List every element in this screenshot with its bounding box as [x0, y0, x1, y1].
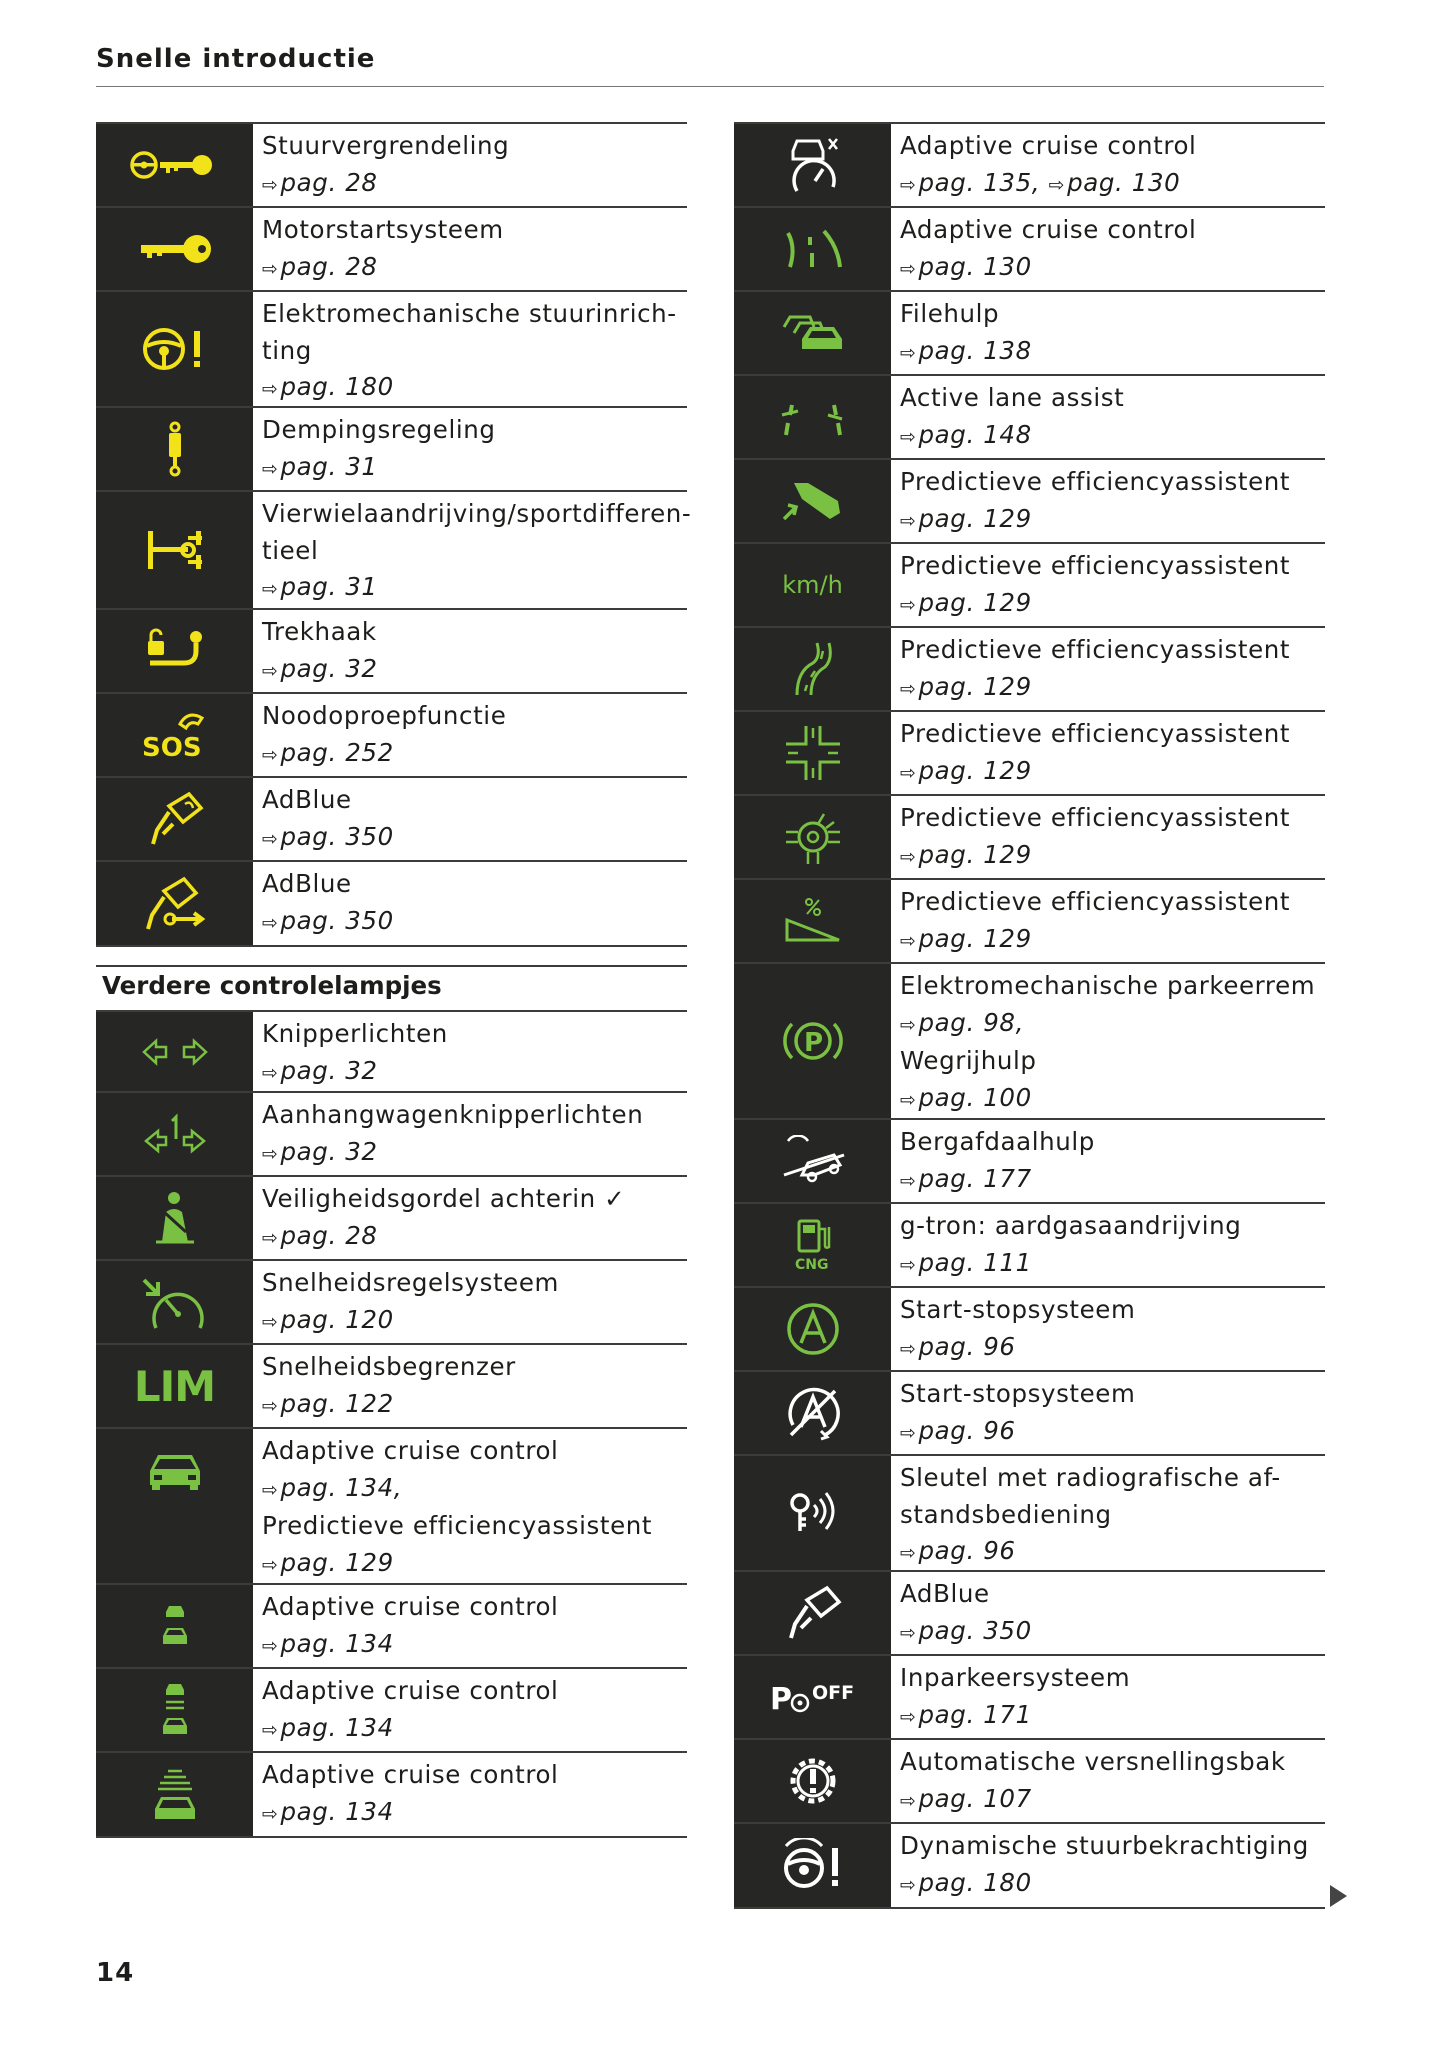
slope-icon — [734, 880, 891, 962]
row-label: Stuurvergrendeling — [262, 131, 510, 160]
page-ref-link[interactable]: ⇨pag. 135, — [900, 167, 1041, 197]
row-label: Noodoproepfunctie — [262, 701, 507, 730]
steering-lock-key-icon — [96, 124, 253, 206]
arrow-icon: ⇨ — [900, 173, 917, 196]
row-label: Snelheidsbegrenzer — [262, 1352, 516, 1381]
arrow-icon: ⇨ — [262, 1634, 279, 1657]
page-ref-link[interactable]: ⇨pag. 138 — [900, 335, 1032, 365]
row-text — [891, 208, 1325, 290]
arrow-icon: ⇨ — [262, 827, 279, 850]
intersection-icon — [734, 712, 891, 794]
page-ref-link[interactable]: ⇨pag. 96 — [900, 1536, 1016, 1566]
row-text — [891, 1456, 1325, 1570]
lim-icon — [96, 1345, 253, 1427]
arrow-icon: ⇨ — [900, 1621, 917, 1644]
page-ref-link[interactable]: ⇨pag. 130 — [900, 251, 1032, 281]
table-row — [734, 1202, 1325, 1286]
arrow-icon: ⇨ — [900, 341, 917, 364]
arrow-icon: ⇨ — [262, 578, 279, 601]
table-row — [734, 542, 1325, 626]
table-row — [96, 1427, 687, 1583]
table-row — [734, 458, 1325, 542]
arrow-icon: ⇨ — [900, 1088, 917, 1111]
row-text — [253, 1012, 687, 1091]
cng-icon-text: CNG — [794, 1257, 828, 1273]
row-text — [891, 544, 1325, 626]
acc-distance-1-icon — [96, 1585, 253, 1667]
sos-icon — [96, 694, 253, 776]
table-row — [96, 1751, 687, 1838]
row-text — [891, 292, 1325, 374]
arrow-icon: ⇨ — [262, 1310, 279, 1333]
table-row — [96, 206, 687, 290]
tow-hitch-icon — [96, 610, 253, 692]
row-label: Predictieve efficiencyassistent — [900, 635, 1291, 664]
drivetrain-icon — [96, 492, 253, 608]
adblue-service-icon — [96, 862, 253, 945]
arrow-icon: ⇨ — [262, 1802, 279, 1825]
page-ref-link[interactable]: ⇨pag. 252 — [262, 737, 394, 767]
table-row — [734, 878, 1325, 962]
page-header: Snelle introductie — [96, 44, 376, 74]
row-text — [253, 408, 687, 490]
arrow-icon: ⇨ — [900, 1789, 917, 1812]
next-page-arrow-icon[interactable] — [1330, 1885, 1347, 1907]
page-ref-link[interactable]: ⇨pag. 350 — [900, 1615, 1032, 1645]
arrow-icon: ⇨ — [262, 1142, 279, 1165]
arrow-icon: ⇨ — [262, 743, 279, 766]
steering-warning-icon — [96, 292, 253, 406]
left-column — [96, 122, 692, 1838]
arrow-icon: ⇨ — [900, 425, 917, 448]
row-text — [253, 124, 687, 206]
page-ref-link[interactable]: ⇨pag. 177 — [900, 1163, 1032, 1193]
page-ref-link[interactable]: ⇨pag. 28 — [262, 1220, 378, 1250]
start-stop-icon — [734, 1288, 891, 1370]
row-label: Automatische versnellingsbak — [900, 1747, 1286, 1776]
row-text — [253, 694, 687, 776]
row-text — [891, 796, 1325, 878]
arrow-icon: ⇨ — [262, 911, 279, 934]
page-ref-line — [900, 165, 1325, 204]
kmh-icon-text: km/h — [782, 571, 843, 599]
seatbelt-icon — [96, 1177, 253, 1259]
start-stop-off-icon — [734, 1372, 891, 1454]
row-label: Sleutel met radiografische af-standsbediening — [900, 1463, 1281, 1529]
row-label: Predictieve efficiencyassistent — [900, 551, 1291, 580]
table-row — [96, 122, 687, 206]
row-text — [253, 862, 687, 945]
table-row — [96, 1583, 687, 1667]
row-text — [253, 1585, 687, 1667]
table-row — [734, 626, 1325, 710]
row-label: AdBlue — [900, 1579, 990, 1608]
kmh-icon — [734, 544, 891, 626]
page-ref-link[interactable]: ⇨pag. 32 — [262, 1055, 378, 1085]
row-text — [891, 1572, 1325, 1654]
page-ref-link[interactable]: ⇨pag. 148 — [900, 419, 1032, 449]
page-ref-link[interactable]: ⇨pag. 134, — [262, 1472, 403, 1502]
page-ref-link[interactable]: ⇨pag. 129 — [262, 1547, 394, 1577]
park-assist-off-icon — [734, 1656, 891, 1738]
svg-text:SOS: SOS — [141, 733, 202, 762]
table-row — [96, 1010, 687, 1091]
row-label: Elektromechanische parkeerrem — [900, 971, 1316, 1000]
row-text — [253, 208, 687, 290]
table-row — [734, 122, 1325, 206]
row-label: Start-stopsysteem — [900, 1295, 1136, 1324]
row-label: Predictieve efficiencyassistent — [900, 887, 1291, 916]
row-label: Adaptive cruise control — [262, 1436, 559, 1465]
row-text — [253, 1345, 687, 1427]
row-label: Trekhaak — [262, 617, 377, 646]
table-row — [96, 608, 687, 692]
row-text — [253, 1261, 687, 1343]
page-ref-link[interactable]: ⇨pag. 134 — [262, 1712, 394, 1742]
turn-signals-icon — [96, 1012, 253, 1091]
arrow-icon: ⇨ — [262, 1553, 279, 1576]
page-ref-link[interactable]: ⇨pag. 129 — [900, 755, 1032, 785]
arrow-icon: ⇨ — [900, 845, 917, 868]
lim-icon-text: LIM — [133, 1361, 216, 1411]
table-row — [96, 776, 687, 860]
traffic-jam-icon — [734, 292, 891, 374]
page-ref-link[interactable]: ⇨pag. 32 — [262, 653, 378, 683]
arrow-icon: ⇨ — [262, 1478, 279, 1501]
arrow-icon: ⇨ — [900, 1169, 917, 1192]
table-row — [96, 860, 687, 947]
row-text — [891, 460, 1325, 542]
row-text — [253, 1753, 687, 1836]
hill-descent-icon — [734, 1120, 891, 1202]
arrow-icon: ⇨ — [900, 1542, 917, 1565]
row-label: Bergafdaalhulp — [900, 1127, 1095, 1156]
row-label: Start-stopsysteem — [900, 1379, 1136, 1408]
table-row — [96, 1667, 687, 1751]
arrow-icon: ⇨ — [900, 929, 917, 952]
row-text — [891, 1656, 1325, 1738]
row-label: Adaptive cruise control — [262, 1592, 559, 1621]
foot-off-pedal-icon — [734, 460, 891, 542]
row-label: Adaptive cruise control — [900, 215, 1197, 244]
off-icon-text: OFF — [811, 1682, 854, 1704]
row-label: Adaptive cruise control — [262, 1760, 559, 1789]
page-ref-link[interactable]: ⇨pag. 122 — [262, 1388, 394, 1418]
table-row — [96, 692, 687, 776]
arrow-icon: ⇨ — [900, 509, 917, 532]
row-text — [253, 778, 687, 860]
table-row — [734, 1286, 1325, 1370]
arrow-icon: ⇨ — [900, 1013, 917, 1036]
page-ref-link[interactable]: ⇨pag. 350 — [262, 821, 394, 851]
row-label: Adaptive cruise control — [900, 131, 1197, 160]
table-row — [734, 962, 1325, 1118]
arrow-icon: ⇨ — [900, 761, 917, 784]
page-ref-link[interactable]: ⇨pag. 129 — [900, 587, 1032, 617]
key-icon — [96, 208, 253, 290]
lane-assist-icon — [734, 376, 891, 458]
table-row — [96, 1343, 687, 1427]
svg-text:P: P — [803, 1028, 823, 1058]
row-text — [891, 964, 1325, 1118]
arrow-icon: ⇨ — [262, 1226, 279, 1249]
row-label: AdBlue — [262, 869, 352, 898]
row-label: Filehulp — [900, 299, 1000, 328]
row-label: Active lane assist — [900, 383, 1125, 412]
arrow-icon: ⇨ — [900, 1873, 917, 1896]
page-number: 14 — [96, 1958, 135, 1988]
row-extra-label: Predictieve efficiencyassistent — [262, 1511, 653, 1541]
adblue-icon — [96, 778, 253, 860]
gearbox-warning-icon — [734, 1740, 891, 1822]
roundabout-icon — [734, 796, 891, 878]
row-text — [253, 610, 687, 692]
table-row — [734, 1118, 1325, 1202]
table-row — [734, 794, 1325, 878]
row-label: Aanhangwagenknipperlichten — [262, 1100, 644, 1129]
row-text — [253, 1177, 687, 1259]
acc-distance-3-icon — [96, 1753, 253, 1836]
arrow-icon: ⇨ — [900, 1253, 917, 1276]
page-ref-link[interactable]: ⇨pag. 171 — [900, 1699, 1032, 1729]
arrow-icon: ⇨ — [262, 173, 279, 196]
row-label: Dynamische stuurbekrachtiging — [900, 1831, 1309, 1860]
arrow-icon: ⇨ — [900, 1705, 917, 1728]
table-row — [96, 290, 687, 406]
row-text — [253, 292, 687, 406]
table-row — [96, 1259, 687, 1343]
row-label: Inparkeersysteem — [900, 1663, 1131, 1692]
table-row — [96, 406, 687, 490]
arrow-icon: ⇨ — [900, 257, 917, 280]
section-title: Verdere controlelampjes — [96, 965, 687, 1010]
row-label: AdBlue — [262, 785, 352, 814]
page-ref-link[interactable]: ⇨pag. 28 — [262, 167, 378, 197]
arrow-icon: ⇨ — [1048, 173, 1066, 196]
row-text — [891, 1288, 1325, 1370]
arrow-icon: ⇨ — [900, 1337, 917, 1360]
arrow-icon: ⇨ — [900, 677, 917, 700]
cruise-control-icon — [96, 1261, 253, 1343]
row-label: g-tron: aardgasaandrijving — [900, 1211, 1242, 1240]
acc-warning-icon — [734, 124, 891, 206]
table-row — [734, 374, 1325, 458]
header-rule — [96, 86, 1324, 87]
arrow-icon: ⇨ — [262, 378, 279, 401]
arrow-icon: ⇨ — [262, 457, 279, 480]
table-row — [734, 1822, 1325, 1909]
row-text — [253, 1093, 687, 1175]
arrow-icon: ⇨ — [900, 593, 917, 616]
row-text — [891, 1204, 1325, 1286]
page-ref-link[interactable]: ⇨pag. 180 — [900, 1867, 1032, 1897]
page-ref-link[interactable]: ⇨pag. 96 — [900, 1331, 1016, 1361]
row-text — [253, 1669, 687, 1751]
page-ref-link[interactable]: ⇨pag. 129 — [900, 503, 1032, 533]
table-row — [734, 710, 1325, 794]
row-text — [891, 1740, 1325, 1822]
row-label: Predictieve efficiencyassistent — [900, 467, 1291, 496]
right-column — [734, 122, 1325, 1909]
row-label: Snelheidsregelsysteem — [262, 1268, 559, 1297]
park-icon-text: P — [769, 1682, 792, 1717]
row-text — [891, 1120, 1325, 1202]
arrow-icon: ⇨ — [262, 1718, 279, 1741]
table-row — [734, 1738, 1325, 1822]
car-front-icon — [96, 1429, 253, 1583]
page-ref-link[interactable]: ⇨pag. 28 — [262, 251, 378, 281]
row-label: Knipperlichten — [262, 1019, 448, 1048]
row-extra-label: Wegrijhulp — [900, 1046, 1037, 1076]
table-row — [734, 1454, 1325, 1570]
row-label: Dempingsregeling — [262, 415, 496, 444]
table-row — [734, 1654, 1325, 1738]
row-text — [891, 712, 1325, 794]
acc-distance-2-icon — [96, 1669, 253, 1751]
row-label: Vierwielaandrijving/sportdifferen-tieel — [262, 499, 692, 565]
page-ref-link[interactable]: ⇨pag. 120 — [262, 1304, 394, 1334]
page-ref-link[interactable]: ⇨pag. 129 — [900, 839, 1032, 869]
row-text — [253, 1429, 687, 1583]
row-label: Predictieve efficiencyassistent — [900, 803, 1291, 832]
page-ref-link[interactable]: ⇨pag. 180 — [262, 372, 394, 402]
page-ref-link[interactable]: ⇨pag. 31 — [262, 572, 378, 602]
shock-absorber-icon — [96, 408, 253, 490]
parking-brake-icon — [734, 964, 891, 1118]
table-row — [734, 1370, 1325, 1454]
page-ref-link[interactable]: ⇨pag. 111 — [900, 1247, 1032, 1277]
table-top — [96, 122, 692, 947]
arrow-icon: ⇨ — [900, 1421, 917, 1444]
table-row — [96, 1091, 687, 1175]
curve-road-icon — [734, 628, 891, 710]
row-text — [891, 124, 1325, 206]
row-label: Elektromechanische stuurinrich-ting — [262, 299, 677, 365]
page-ref-link[interactable]: ⇨pag. 96 — [900, 1415, 1016, 1445]
arrow-icon: ⇨ — [262, 659, 279, 682]
adblue-white-icon — [734, 1572, 891, 1654]
row-text — [891, 880, 1325, 962]
row-text — [891, 1824, 1325, 1907]
page-ref-link[interactable]: ⇨pag. 130 — [1048, 167, 1181, 197]
trailer-turn-signals-icon — [96, 1093, 253, 1175]
table-row — [96, 1175, 687, 1259]
row-label: Veiligheidsgordel achterin ✓ — [262, 1184, 626, 1213]
table-row — [734, 206, 1325, 290]
arrow-icon: ⇨ — [262, 257, 279, 280]
page-ref-link[interactable]: ⇨pag. 129 — [900, 671, 1032, 701]
steering-warning-white-icon — [734, 1824, 891, 1907]
page-ref-link[interactable]: ⇨pag. 98, — [900, 1007, 1024, 1037]
lane-curve-icon — [734, 208, 891, 290]
table-row — [734, 1570, 1325, 1654]
page-ref-link[interactable]: ⇨pag. 134 — [262, 1796, 394, 1826]
row-label: Motorstartsysteem — [262, 215, 504, 244]
row-text — [253, 492, 691, 608]
row-text — [891, 1372, 1325, 1454]
row-label: Adaptive cruise control — [262, 1676, 559, 1705]
page-ref-link[interactable]: ⇨pag. 107 — [900, 1783, 1032, 1813]
cng-icon — [734, 1204, 891, 1286]
remote-key-icon — [734, 1456, 891, 1570]
table-bottom — [96, 1010, 687, 1838]
arrow-icon: ⇨ — [262, 1394, 279, 1417]
table-row — [96, 490, 692, 608]
arrow-icon: ⇨ — [262, 1061, 279, 1084]
row-text — [891, 628, 1325, 710]
page-ref-link[interactable]: ⇨pag. 129 — [900, 923, 1032, 953]
row-label: Predictieve efficiencyassistent — [900, 719, 1291, 748]
page-ref-link[interactable]: ⇨pag. 134 — [262, 1628, 394, 1658]
table-row — [734, 290, 1325, 374]
page-ref-link[interactable]: ⇨pag. 32 — [262, 1136, 378, 1166]
row-text — [891, 376, 1325, 458]
page-ref-link[interactable]: ⇨pag. 31 — [262, 451, 378, 481]
page-ref-link[interactable]: ⇨pag. 100 — [900, 1082, 1032, 1112]
page-ref-link[interactable]: ⇨pag. 350 — [262, 905, 394, 935]
